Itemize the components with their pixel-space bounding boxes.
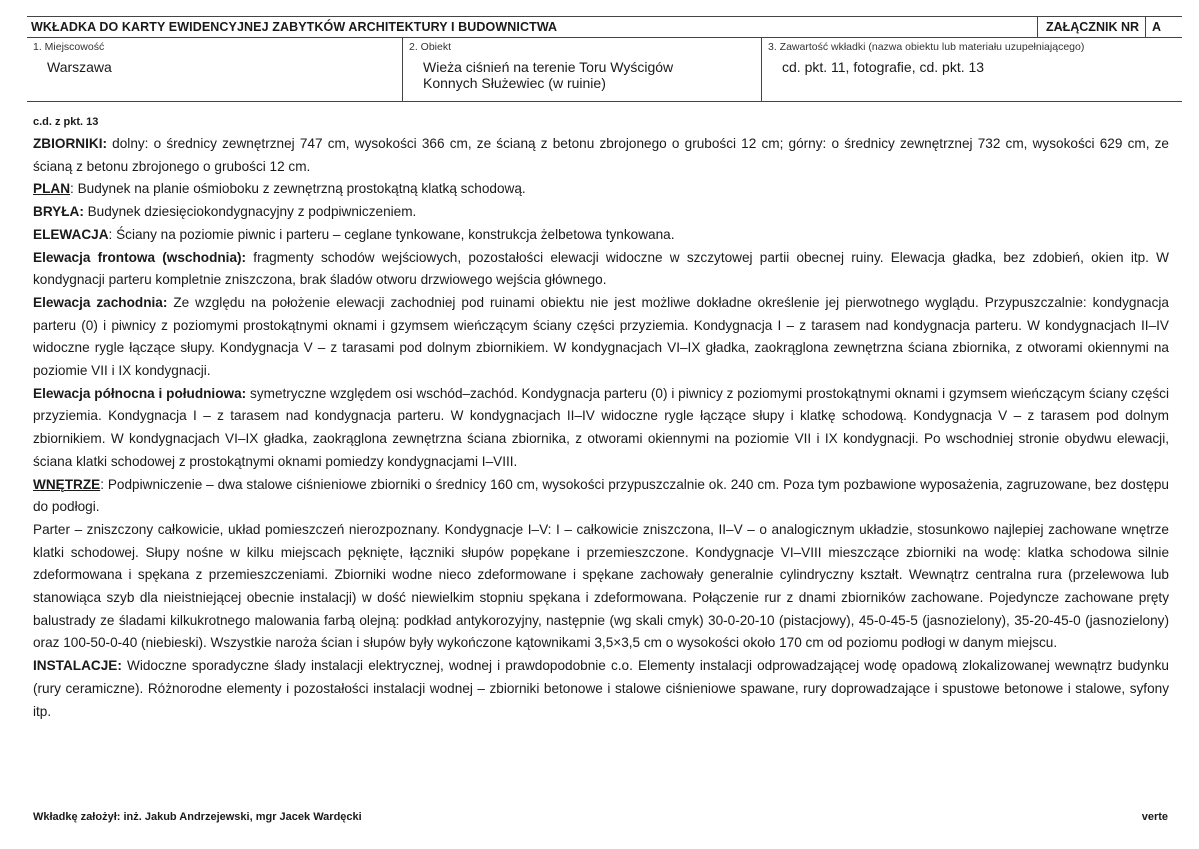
section-text: Budynek dziesięciokondygnacyjny z podpiwniczeniem. [83,204,417,220]
annex-number: A [1145,17,1182,37]
section-parter: Parter – zniszczony całkowicie, układ pomieszczeń nierozpoznany. Kondygnacje I–V: I – całkowicie zniszczona, II–V – o analogicznym układzie, stosunkowo najlepiej zachowane wnętrze klatki schodowej. Słupy nośne w kilku miejscach pęknięte, łączniki słupów popękane i przemieszczone. Kondygnacje VI–VIII mieszczące zbiorniki na wodę: klatka schodowa silnie zdeformowana i spękana z przemieszczeniami. Zbiorniki wodne nieco zdeformowane i spękane zachowały generalnie cylindryczny kształt. Wewnątrz centralna rura (przelewowa lub stanowiąca szyb dla nieistniejącej obecnie instalacji) w dość niewielkim stopniu spękana i zdeformowana. Połączenie rur z dnami zbiorników zachowane. Pojedyncze zachowane pręty balustrady ze śladami kilkukrotnego malowania farbą olejną: podkład antykorozyjny, następnie (wg skali cmyk) 30-0-20-10 (pistacjowy), 45-0-45-5 (jasnozielony), 35-20-45-0 (jasnozielony) oraz 100-50-0-40 (niebieski). Wszystkie naroża ścian i słupów były wykończone kątownikami 3,5×3,5 cm o wysokości około 170 cm od poziomu podłogi w danym miejscu. [33,521,1169,651]
continuation-note: c.d. z pkt. 13 [33,116,99,128]
section-label: PLAN [33,181,71,197]
section-label: Elewacja zachodnia: [33,294,168,310]
section-label: WNĘTRZE [33,476,101,492]
section-elewacja [33,224,1169,247]
section-text: Widoczne sporadyczne ślady instalacji elektrycznej, wodnej i prawdopodobnie c.o. Elementy instalacji odprowadzającej wodę opadową zlokalizowanej wewnątrz budynku (rury ceramiczne). Różnorodne elementy i pozostałości instalacji wodnej – zbiorniki betonowe i stalowe ciśnieniowe spawane, rury doprowadzające i spustowe betonowe i stalowe, syfony itp. [33,658,1169,719]
section-instalacje [33,655,1169,723]
section-elewacja-frontowa [33,247,1169,292]
locality-cell [27,37,402,101]
verte-label: verte [1141,811,1168,823]
section-bryla [33,201,1169,224]
contents-value: cd. pkt. 11, fotografie, cd. pkt. 13 [782,59,985,75]
section-label: ELEWACJA [33,226,109,242]
section-text: : Budynek na planie ośmioboku z zewnętrzną prostokątną klatką schodową. [70,181,526,197]
section-label: BRYŁA: [33,204,84,220]
info-row [27,37,1182,102]
section-label: Elewacja północna i południowa: [33,385,247,401]
section-text: : Podpiwniczenie – dwa stalowe ciśnieniowe zbiorniki o średnicy 160 cm, wysokości przypuszczalnie ok. 240 cm. Poza tym pozbawione wyposażenia, zagruzowane, bez dostępu do podłogi. [33,476,1169,515]
locality-label: 1. Miejscowość [33,41,105,53]
section-elewacja-polnocna-poludniowa [33,383,1169,474]
section-elewacja-zachodnia [33,292,1169,383]
section-text: : Ściany na poziomie piwnic i parteru – ceglane tynkowane, konstrukcja żelbetowa tynkowana. [108,226,675,242]
contents-cell [761,37,1182,101]
section-label: Elewacja frontowa (wschodnia): [33,249,247,265]
contents-label: 3. Zawartość wkładki (nazwa obiektu lub materiału uzupełniającego) [768,41,1085,53]
author-line: Wkładkę założył: inż. Jakub Andrzejewski, mgr Jacek Wardęcki [33,811,362,823]
form-header [27,16,1182,38]
section-text: Ze względu na położenie elewacji zachodniej pod ruinami obiektu nie jest możliwe dokładne określenie jej pierwotnego wyglądu. Przypuszczalnie: kondygnacja parteru (0) i piwnicy z poziomymi prostokątnymi oknami i gzymsem wieńczącym ściany części przyziemia. Kondygnacja I – z tarasem nad kondygnacja parteru. W kondygnacjach II–IV widoczne rygle łączące słupy. Kondygnacja V – z tarasami pod dolnym zbiornikiem. W kondygnacjach VI–IX gładka, zaokrąglona zewnętrzna ściana zbiornika, z otworami okiennymi na poziomie VII i IX kondygnacji. [33,294,1169,379]
object-value: Wieża ciśnień na terenie Toru Wyścigów Konnych Służewiec (w ruinie) [423,59,674,91]
section-wnetrze [33,474,1169,519]
section-label: ZBIORNIKI: [33,136,108,151]
section-zbiorniki [33,133,1169,178]
object-label: 2. Obiekt [409,41,452,53]
annex-label: ZAŁĄCZNIK NR [1045,20,1139,34]
section-text: dolny: o średnicy zewnętrznej 747 cm, wysokości 366 cm, ze ścianą z betonu zbrojonego o grubości 12 cm; górny: o średnicy zewnętrznej 732 cm, wysokości 629 cm, ze ścianą z betonu zbrojonego o grubości 12 cm. [33,136,1169,174]
section-text: symetryczne względem osi wschód–zachód. Kondygnacja parteru (0) i piwnicy z poziomymi prostokątnymi oknami i gzymsem wieńczącym ściany części przyziemia. Kondygnacja I – z tarasem nad kondygnacja parteru. W kondygnacjach II–IV widoczne rygle łączące słupy i klatkę schodową. Kondygnacja V – z tarasem pod dolnym zbiornikiem. W kondygnacjach VI–IX gładka, zaokrąglona zewnętrzna ściana zbiornika, z otworami okiennymi na poziomie VII i IX kondygnacji. Po wschodniej stronie obydwu elewacji, ściana klatki schodowej z prostokątnymi oknami pomiedzy kondygnacjami I–VIII. [33,385,1169,469]
form-title: WKŁADKA DO KARTY EWIDENCYJNEJ ZABYTKÓW ARCHITEKTURY I BUDOWNICTWA [31,20,558,34]
document-body [33,114,1169,723]
section-text: fragmenty schodów wejściowych, pozostałości elewacji widoczne w szczytowej partii obecnej ruiny. Elewacja gładka, bez zdobień, okien itp. W kondygnacji parteru kompletnie zniszczona, brak śladów otworu drzwiowego wejścia głównego. [33,249,1169,288]
section-plan [33,178,1169,201]
section-label: INSTALACJE: [33,658,122,674]
annex-box [1037,17,1182,37]
object-cell [402,37,761,101]
locality-value: Warszawa [47,59,112,75]
